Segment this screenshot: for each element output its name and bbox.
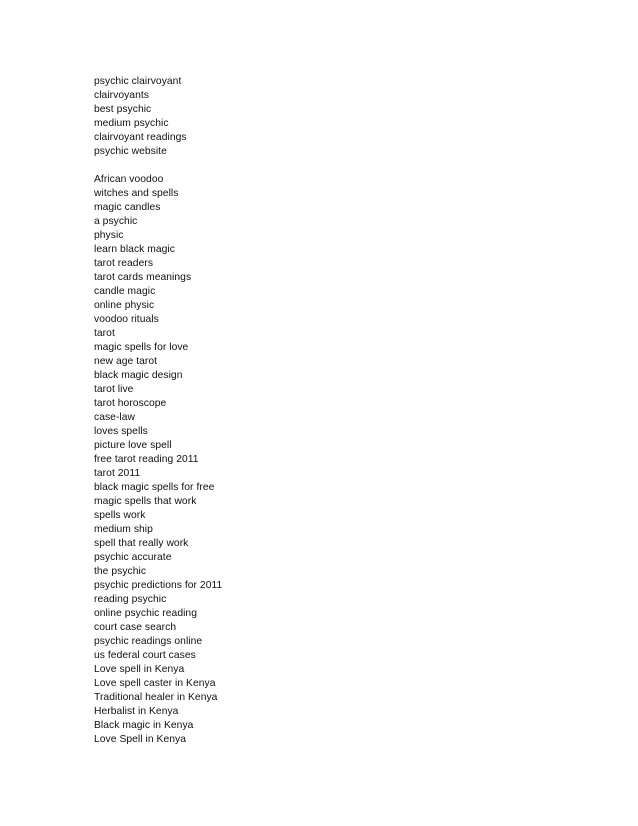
- keyword-line: best psychic: [94, 104, 152, 115]
- keyword-line: case-law: [94, 412, 136, 423]
- keyword-line: tarot live: [94, 384, 134, 395]
- keyword-line: Herbalist in Kenya: [94, 706, 179, 717]
- keyword-line: clairvoyant readings: [94, 132, 187, 143]
- keyword-line: tarot 2011: [94, 468, 141, 479]
- keyword-line: spells work: [94, 510, 146, 521]
- keyword-line: candle magic: [94, 286, 156, 297]
- keyword-line: picture love spell: [94, 440, 172, 451]
- keyword-line: free tarot reading 2011: [94, 454, 199, 465]
- keyword-line: a psychic: [94, 216, 138, 227]
- keyword-line: psychic predictions for 2011: [94, 580, 223, 591]
- keyword-line: new age tarot: [94, 356, 158, 367]
- keyword-line: psychic clairvoyant: [94, 76, 182, 87]
- keyword-line: reading psychic: [94, 594, 167, 605]
- keyword-line: learn black magic: [94, 244, 175, 255]
- keyword-line: black magic design: [94, 370, 183, 381]
- keyword-group-2: [94, 173, 574, 747]
- keyword-line: court case search: [94, 622, 177, 633]
- keyword-list: [94, 75, 574, 747]
- keyword-line: Love spell in Kenya: [94, 664, 185, 675]
- keyword-line: online psychic reading: [94, 608, 197, 619]
- keyword-line: magic candles: [94, 202, 161, 213]
- keyword-line: tarot readers: [94, 258, 154, 269]
- keyword-line: Black magic in Kenya: [94, 720, 194, 731]
- keyword-line: witches and spells: [94, 188, 179, 199]
- keyword-line: online physic: [94, 300, 155, 311]
- keyword-line: us federal court cases: [94, 650, 196, 661]
- keyword-line: psychic accurate: [94, 552, 172, 563]
- keyword-line: black magic spells for free: [94, 482, 215, 493]
- keyword-line: tarot: [94, 328, 115, 339]
- keyword-line: Love spell caster in Kenya: [94, 678, 216, 689]
- keyword-line: tarot cards meanings: [94, 272, 192, 283]
- keyword-line: clairvoyants: [94, 90, 149, 101]
- keyword-line: magic spells that work: [94, 496, 197, 507]
- keyword-line: Love Spell in Kenya: [94, 734, 186, 745]
- keyword-line: voodoo rituals: [94, 314, 159, 325]
- keyword-line: medium ship: [94, 524, 153, 535]
- keyword-line: Traditional healer in Kenya: [94, 692, 218, 703]
- keyword-line: African voodoo: [94, 174, 164, 185]
- keyword-line: loves spells: [94, 426, 148, 437]
- keyword-line: psychic readings online: [94, 636, 203, 647]
- keyword-line: physic: [94, 230, 124, 241]
- keyword-line: medium psychic: [94, 118, 169, 129]
- keyword-line: tarot horoscope: [94, 398, 167, 409]
- keyword-line: spell that really work: [94, 538, 189, 549]
- keyword-line: psychic website: [94, 146, 167, 157]
- keyword-group-1: [94, 75, 574, 159]
- keyword-line: the psychic: [94, 566, 147, 577]
- keyword-line: magic spells for love: [94, 342, 189, 353]
